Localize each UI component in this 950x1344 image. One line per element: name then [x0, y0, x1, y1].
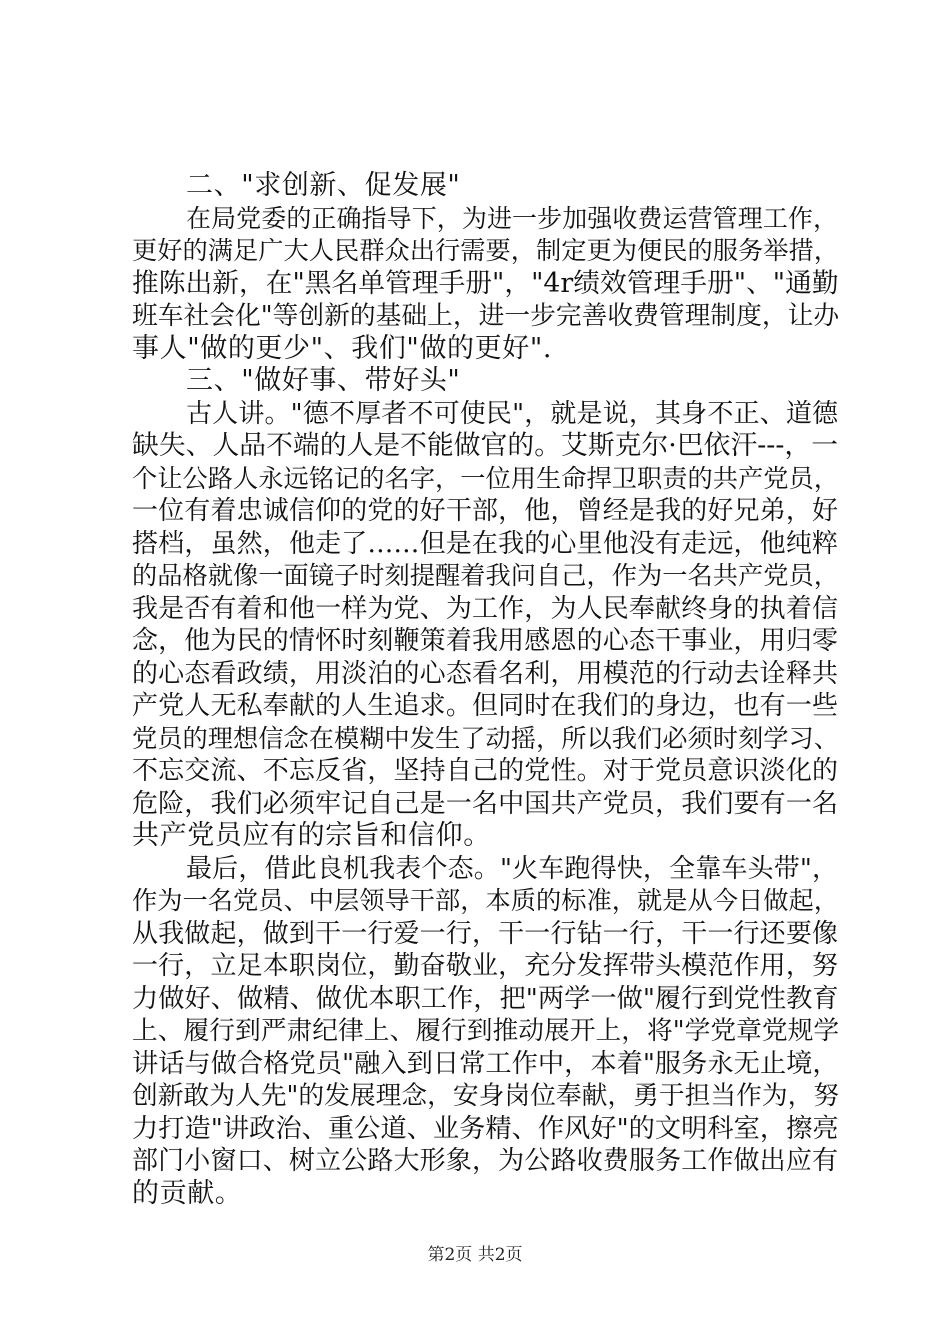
text-line: 力做好、做精、做优本职工作，把"两学一做"履行到党性教育 [132, 983, 839, 1014]
text-line: 推陈出新，在"黑名单管理手册"，"4r绩效管理手册"、"通勤 [132, 267, 839, 299]
text-line: 的心态看政绩，用淡泊的心态看名利，用模范的行动去诠释共 [132, 658, 838, 689]
text-line: 最后，借此良机我表个态。"火车跑得快，全靠车头带"， [186, 853, 838, 884]
text-line: 产党人无私奉献的人生追求。但同时在我们的身边，也有一些 [132, 691, 838, 721]
text-line: 我是否有着和他一样为党、为工作，为人民奉献终身的执着信 [132, 593, 838, 624]
text-line: 古人讲。"德不厚者不可使民"，就是说，其身不正、道德 [186, 398, 838, 429]
text-line: 缺失、人品不端的人是不能做官的。艾斯克尔·巴依汗---，一 [132, 430, 838, 461]
text-line: 搭档，虽然，他走了……但是在我的心里他没有走远，他纯粹 [132, 528, 838, 559]
text-line: 个让公路人永远铭记的名字，一位用生命捍卫职责的共产党员， [132, 463, 839, 493]
text-line: 的品格就像一面镜子时刻提醒着我问自己，作为一名共产党员， [132, 561, 839, 590]
text-line: 力打造"讲政治、重公道、业务精、作风好"的文明科室，擦亮 [132, 1113, 839, 1144]
text-line: 创新敢为人先"的发展理念，安身岗位奉献，勇于担当作为，努 [132, 1081, 840, 1111]
text-line: 的贡献。 [132, 1177, 243, 1209]
text-line: 部门小窗口、树立公路大形象，为公路收费服务工作做出应有 [132, 1146, 838, 1176]
text-line: 党员的理想信念在模糊中发生了动摇，所以我们必须时刻学习、 [132, 723, 839, 753]
text-line: 班车社会化"等创新的基础上，进一步完善收费管理制度，让办 [132, 301, 840, 331]
text-line: 不忘交流、不忘反省，坚持自己的党性。对于党员意识淡化的 [132, 756, 838, 786]
text-line: 讲话与做合格党员"融入到日常工作中，本着"服务永无止境， [132, 1048, 839, 1079]
text-line: 共产党员应有的宗旨和信仰。 [132, 820, 491, 851]
text-line: 更好的满足广大人民群众出行需要，制定更为便民的服务举措， [132, 236, 839, 265]
page-number-footer: 第2页 共2页 [427, 1245, 523, 1265]
text-line: 上、履行到严肃纪律上、履行到推动展开上，将"学党章党规学 [132, 1016, 840, 1046]
text-line: 危险，我们必须牢记自己是一名中国共产党员，我们要有一名 [132, 788, 838, 819]
text-line: 二、"求创新、促发展" [186, 170, 461, 201]
text-line: 从我做起，做到干一行爱一行，干一行钻一行，干一行还要像 [132, 918, 838, 949]
document-body [132, 170, 838, 1210]
text-line: 在局党委的正确指导下，为进一步加强收费运营管理工作， [186, 203, 838, 233]
text-line: 作为一名党员、中层领导干部，本质的标准，就是从今日做起， [132, 886, 839, 915]
text-line: 一行，立足本职岗位，勤奋敬业，充分发挥带头模范作用，努 [132, 951, 838, 981]
text-line: 一位有着忠诚信仰的党的好干部，他，曾经是我的好兄弟，好 [132, 496, 838, 526]
text-line: 念，他为民的情怀时刻鞭策着我用感恩的心态干事业，用归零 [132, 626, 838, 656]
text-line: 三、"做好事、带好头" [186, 365, 461, 396]
text-line: 事人"做的更少"、我们"做的更好". [132, 332, 553, 364]
